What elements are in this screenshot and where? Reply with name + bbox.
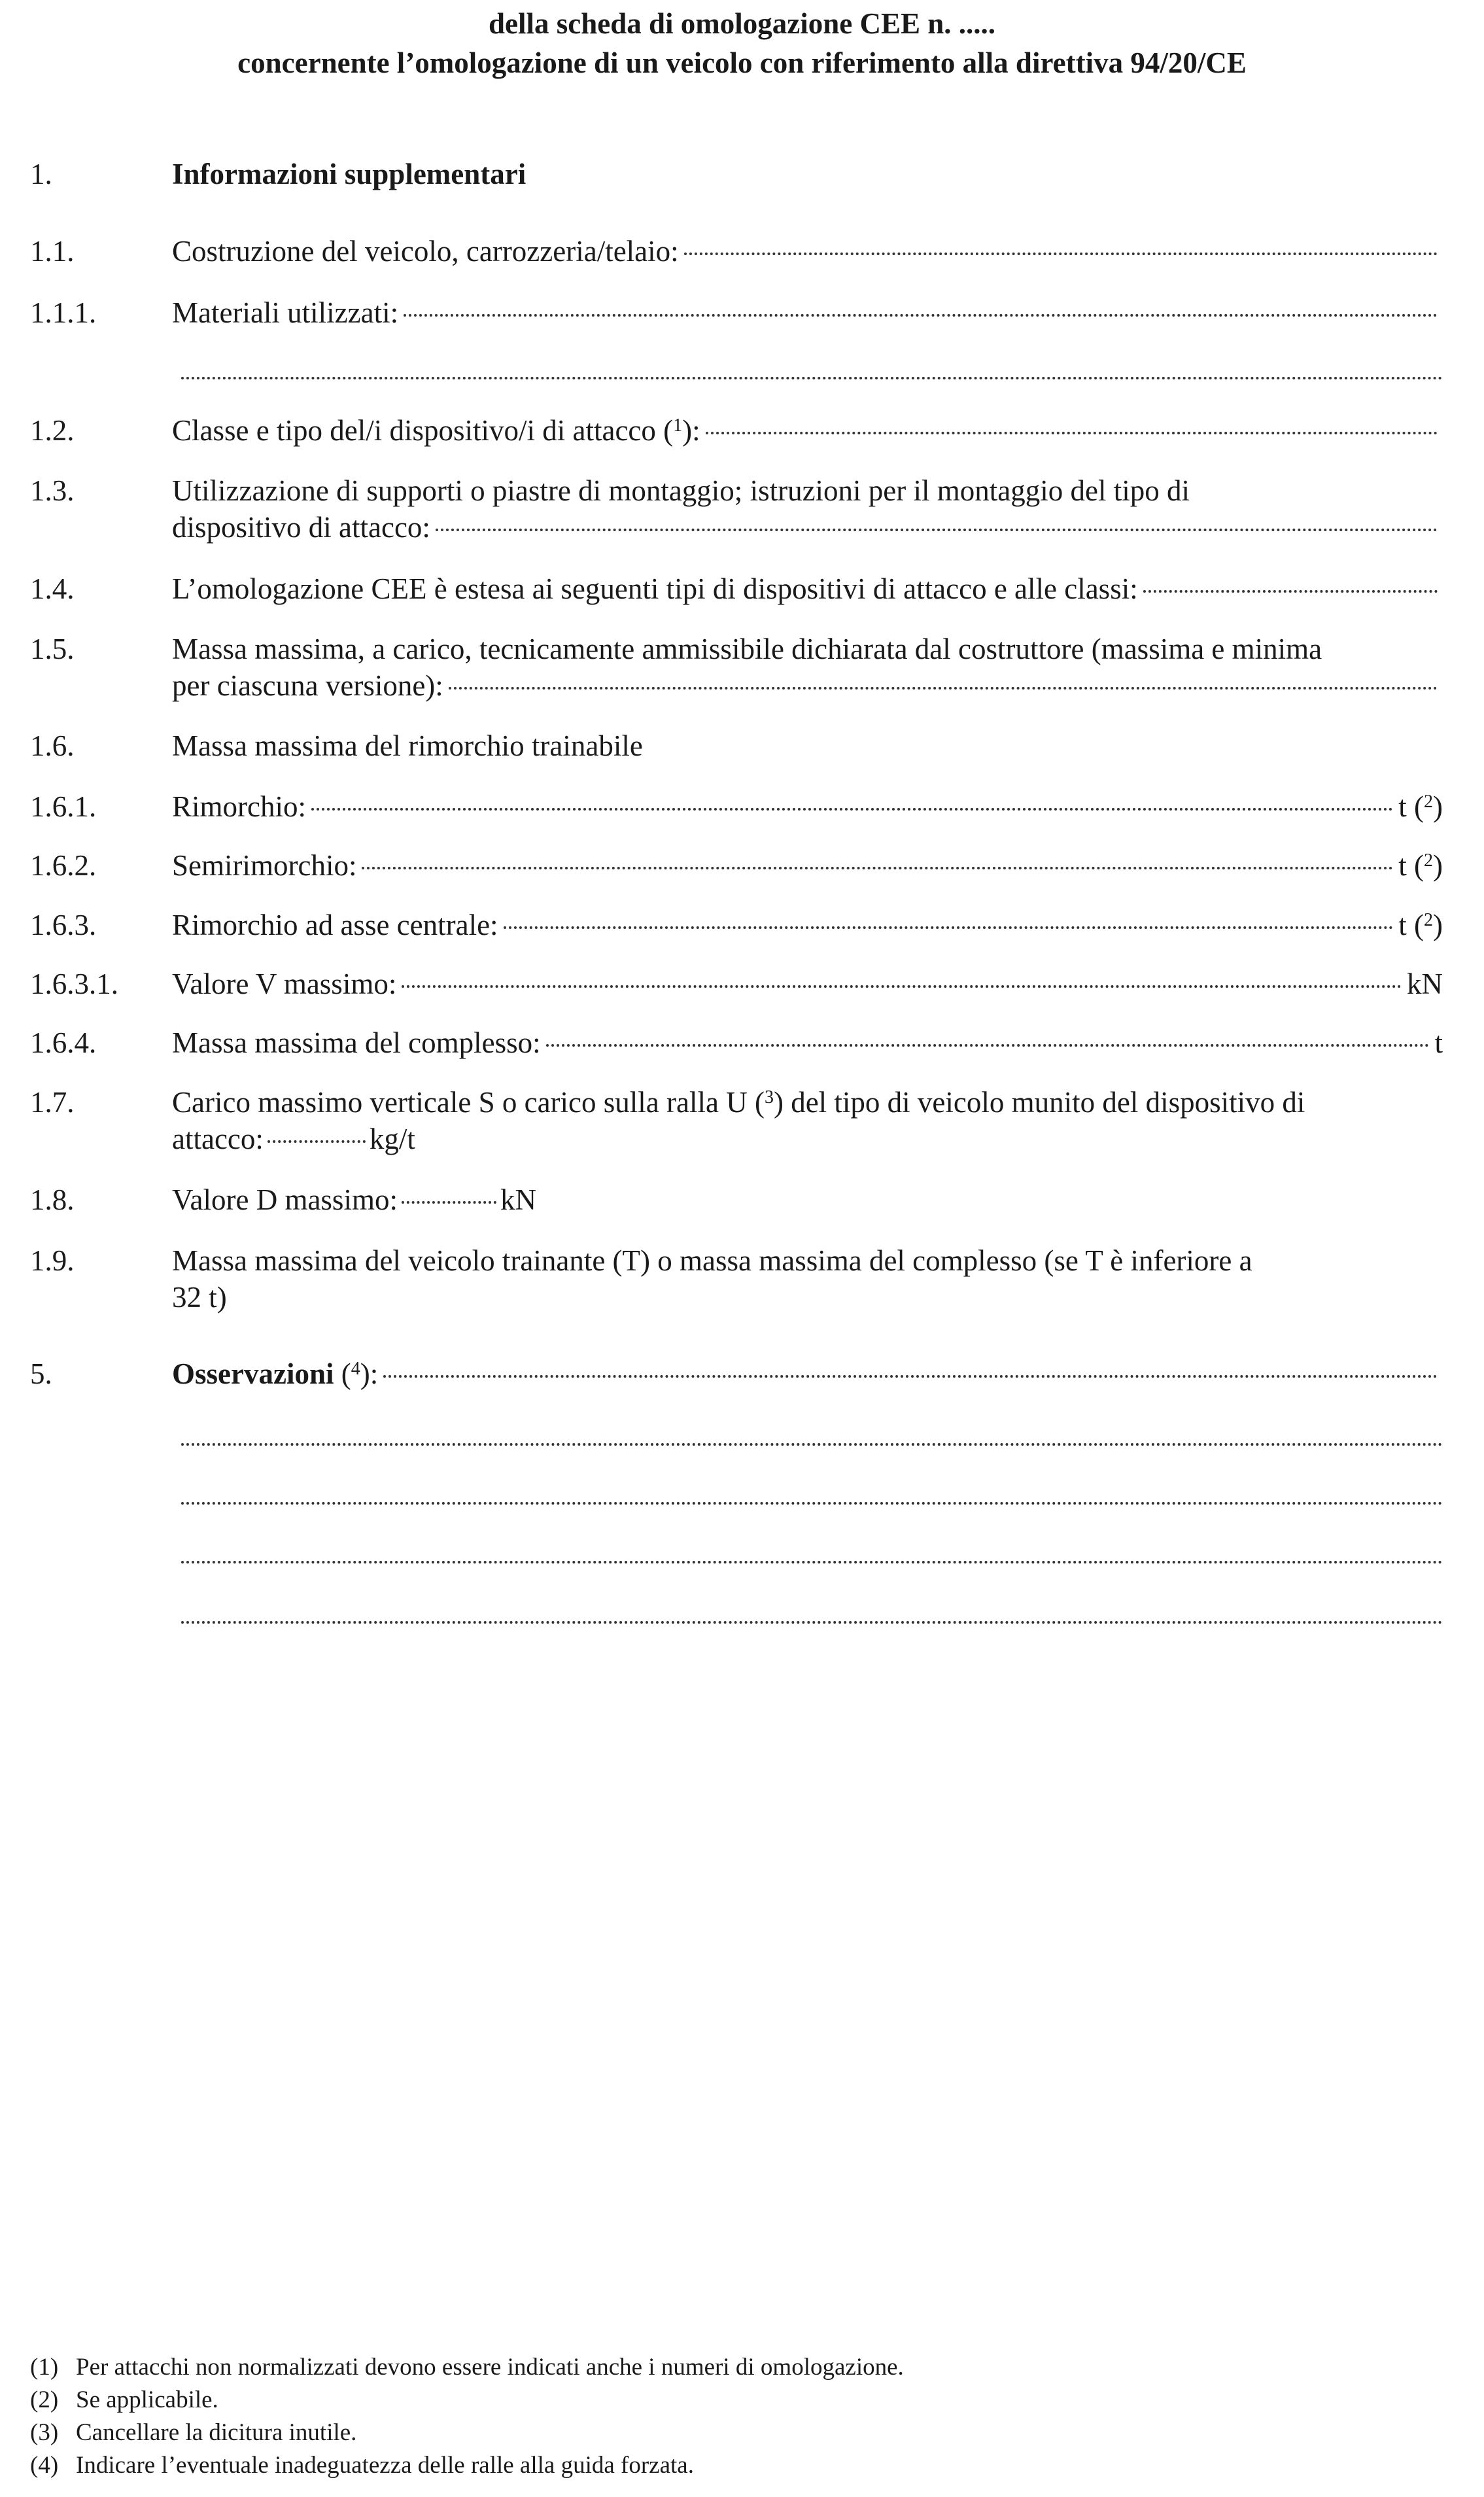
item-label-line-2: 32 t): [172, 1281, 227, 1314]
fill-in-field[interactable]: [383, 1375, 1438, 1378]
footnote-mark: (1): [30, 2354, 59, 2381]
unit-label: kN: [500, 1183, 536, 1216]
fill-in-field[interactable]: [436, 529, 1438, 531]
fill-in-field[interactable]: [449, 687, 1438, 690]
unit-label: kg/t: [369, 1123, 415, 1155]
item-label: Costruzione del veicolo, carrozzeria/telaio:: [172, 235, 679, 268]
section-title: Osservazioni ($^4$):: [172, 1357, 379, 1390]
fill-in-line[interactable]: [181, 1561, 1443, 1563]
item-label: Rimorchio ad asse centrale:: [172, 909, 498, 941]
footnote-text: Per attacchi non normalizzati devono essere indicati anche i numeri di omologazione.: [76, 2354, 904, 2381]
fill-in-field[interactable]: [404, 314, 1438, 317]
item-label-line-1: Utilizzazione di supporti o piastre di montaggio; istruzioni per il montaggio del tipo di: [172, 474, 1190, 507]
footnote-text: Cancellare la dicitura inutile.: [76, 2419, 357, 2446]
footnote-mark: (2): [30, 2386, 59, 2413]
fill-in-line[interactable]: [181, 377, 1443, 379]
fill-in-field[interactable]: [504, 926, 1394, 929]
item-label-line-1: Massa massima, a carico, tecnicamente ammissibile dichiarata dal costruttore (massima e minima: [172, 633, 1322, 665]
fill-in-field[interactable]: [402, 985, 1402, 988]
item-number: 1.6.: [30, 729, 75, 762]
item-number: 1.6.3.: [30, 909, 97, 941]
unit-label: t ($^2$): [1398, 790, 1443, 823]
item-label-line-2: per ciascuna versione):: [172, 669, 443, 702]
footnote-ref: 3: [764, 1087, 774, 1108]
footnote-4: [30, 2451, 694, 2480]
unit-label: kN: [1407, 968, 1443, 1000]
footnote-ref: 1: [673, 415, 683, 436]
unit-label: t ($^2$): [1398, 849, 1443, 882]
item-label: Classe e tipo del/i dispositivo/i di attacco ($^1$):: [172, 414, 700, 447]
footnote-text: Se applicabile.: [76, 2386, 218, 2413]
item-number: 1.4.: [30, 572, 75, 605]
item-label-line-2: dispositivo di attacco:: [172, 511, 430, 544]
section-title: Informazioni supplementari: [172, 158, 526, 190]
item-number: 1.6.1.: [30, 790, 97, 823]
footnote-mark: (4): [30, 2452, 59, 2479]
item-number: 1.6.2.: [30, 849, 97, 882]
item-label: Materiali utilizzati:: [172, 296, 399, 329]
footnote-1: [30, 2353, 904, 2382]
unit-label: t ($^2$): [1398, 909, 1443, 941]
item-label-line-2: attacco:: [172, 1123, 264, 1155]
fill-in-line[interactable]: [181, 1621, 1443, 1624]
footnote-mark: (3): [30, 2419, 59, 2446]
fill-in-line[interactable]: [181, 1502, 1443, 1505]
item-label: Valore V massimo:: [172, 968, 397, 1000]
item-number: 1.3.: [30, 474, 75, 507]
item-label: Valore D massimo:: [172, 1183, 398, 1216]
item-label: L’omologazione CEE è estesa ai seguenti tipi di dispositivi di attacco e alle classi:: [172, 572, 1138, 605]
item-number: 1.1.: [30, 235, 75, 268]
item-number: 1.6.4.: [30, 1026, 97, 1059]
footnote-3: [30, 2418, 356, 2447]
fill-in-field[interactable]: [684, 253, 1438, 255]
fill-in-line[interactable]: [181, 1443, 1443, 1446]
item-number: 1.: [30, 158, 52, 190]
fill-in-field[interactable]: [546, 1044, 1430, 1047]
item-label: Semirimorchio:: [172, 849, 357, 882]
item-label: Massa massima del rimorchio trainabile: [172, 729, 643, 762]
fill-in-field[interactable]: [267, 1140, 366, 1143]
item-number: 1.5.: [30, 633, 75, 665]
item-number: 1.7.: [30, 1086, 75, 1119]
fill-in-field[interactable]: [311, 808, 1393, 811]
header-line-2: concernente l’omologazione di un veicolo con riferimento alla direttiva 94/20/CE: [237, 46, 1247, 79]
item-label-line-1: Carico massimo verticale S o carico sulla ralla U ($^3$) del tipo di veicolo munito del dispositivo di: [172, 1086, 1305, 1119]
item-label: Rimorchio:: [172, 790, 306, 823]
item-number: 1.1.1.: [30, 296, 97, 329]
item-label-line-1: Massa massima del veicolo trainante (T) o massa massima del complesso (se T è inferiore a: [172, 1244, 1252, 1277]
item-number: 1.2.: [30, 414, 75, 447]
fill-in-field[interactable]: [402, 1201, 496, 1204]
fill-in-field[interactable]: [706, 432, 1438, 434]
item-number: 1.6.3.1.: [30, 968, 118, 1000]
item-number: 1.9.: [30, 1244, 75, 1277]
fill-in-field[interactable]: [1143, 590, 1438, 593]
header-line-1: della scheda di omologazione CEE n. .....: [488, 7, 996, 40]
footnote-ref: 4: [351, 1359, 360, 1379]
footnote-2: [30, 2386, 218, 2415]
fill-in-field[interactable]: [362, 867, 1393, 869]
unit-label: t: [1434, 1026, 1443, 1059]
item-number: 1.8.: [30, 1183, 75, 1216]
item-label: Massa massima del complesso:: [172, 1026, 541, 1059]
footnote-text: Indicare l’eventuale inadeguatezza delle ralle alla guida forzata.: [76, 2452, 694, 2479]
item-number: 5.: [30, 1357, 52, 1390]
